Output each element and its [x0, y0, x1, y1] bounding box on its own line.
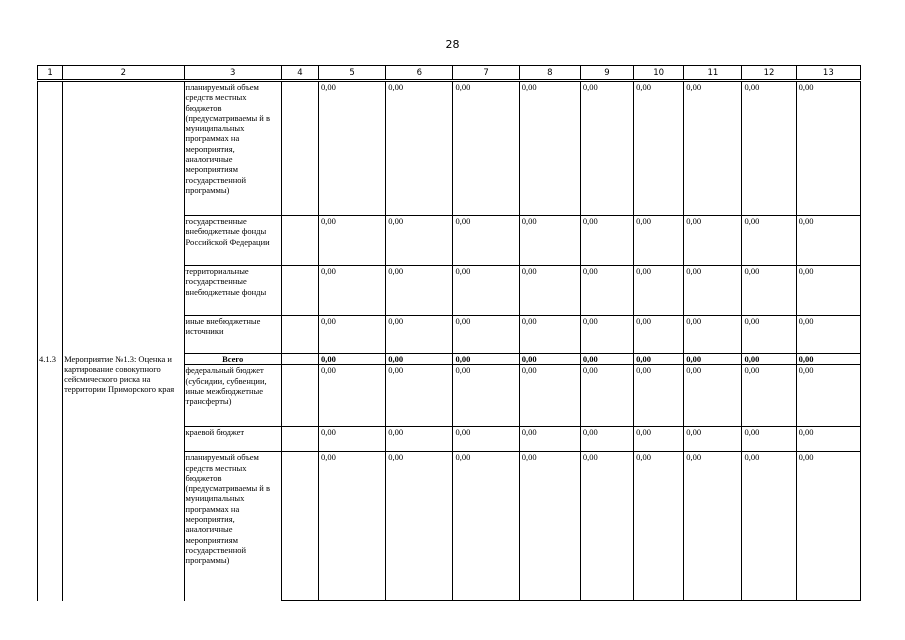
value-cell: 0,00 [634, 354, 684, 365]
value-cell: 0,00 [386, 427, 453, 452]
value-cell: 0,00 [742, 452, 796, 601]
budget-table [37, 65, 861, 601]
value-cell: 0,00 [634, 216, 684, 266]
value-cell: 0,00 [796, 216, 860, 266]
column-header-13: 13 [796, 66, 860, 80]
value-cell: 0,00 [519, 427, 580, 452]
value-cell: 0,00 [580, 365, 633, 427]
funding-source-cell: планируемый объем средств местных бюджетов (предусматриваемы й в муниципальных программах на мероприятия, аналогичные мероприятиям государственной программы) [184, 452, 281, 601]
column-4-cell [281, 427, 318, 452]
value-cell: 0,00 [386, 82, 453, 216]
funding-source-cell: краевой бюджет [184, 427, 281, 452]
table-row [38, 354, 861, 365]
value-cell: 0,00 [519, 365, 580, 427]
value-cell: 0,00 [634, 82, 684, 216]
value-cell: 0,00 [796, 266, 860, 316]
column-header-7: 7 [453, 66, 519, 80]
value-cell: 0,00 [453, 354, 519, 365]
value-cell: 0,00 [634, 427, 684, 452]
column-header-10: 10 [634, 66, 684, 80]
value-cell: 0,00 [318, 365, 385, 427]
funding-source-cell: федеральный бюджет (субсидии, субвенции, иные межбюджетные трансферты) [184, 365, 281, 427]
value-cell: 0,00 [519, 82, 580, 216]
column-4-cell [281, 82, 318, 216]
value-cell: 0,00 [453, 316, 519, 354]
column-header-3: 3 [184, 66, 281, 80]
value-cell: 0,00 [580, 316, 633, 354]
header-row [38, 66, 861, 80]
value-cell: 0,00 [453, 427, 519, 452]
column-header-4: 4 [281, 66, 318, 80]
column-header-11: 11 [684, 66, 742, 80]
value-cell: 0,00 [519, 452, 580, 601]
value-cell: 0,00 [453, 365, 519, 427]
value-cell: 0,00 [318, 266, 385, 316]
value-cell: 0,00 [580, 216, 633, 266]
column-header-6: 6 [386, 66, 453, 80]
value-cell: 0,00 [742, 316, 796, 354]
column-header-8: 8 [519, 66, 580, 80]
value-cell: 0,00 [634, 365, 684, 427]
funding-source-cell: планируемый объем средств местных бюджетов (предусматриваемы й в муниципальных программах на мероприятия, аналогичные мероприятиям государственной программы) [184, 82, 281, 216]
value-cell: 0,00 [742, 266, 796, 316]
value-cell: 0,00 [742, 216, 796, 266]
value-cell: 0,00 [684, 354, 742, 365]
value-cell: 0,00 [684, 216, 742, 266]
value-cell: 0,00 [453, 216, 519, 266]
value-cell: 0,00 [519, 266, 580, 316]
value-cell: 0,00 [580, 427, 633, 452]
funding-source-cell: государственные внебюджетные фонды Российской Федерации [184, 216, 281, 266]
value-cell: 0,00 [318, 216, 385, 266]
value-cell: 0,00 [519, 354, 580, 365]
column-4-cell [281, 452, 318, 601]
funding-source-cell: Всего [184, 354, 281, 365]
column-4-cell [281, 216, 318, 266]
value-cell: 0,00 [386, 216, 453, 266]
column-header-2: 2 [63, 66, 184, 80]
activity-name-cell [63, 82, 184, 354]
row-number-cell [38, 82, 63, 354]
value-cell: 0,00 [684, 266, 742, 316]
value-cell: 0,00 [634, 266, 684, 316]
value-cell: 0,00 [453, 266, 519, 316]
value-cell: 0,00 [684, 316, 742, 354]
value-cell: 0,00 [318, 316, 385, 354]
value-cell: 0,00 [386, 266, 453, 316]
value-cell: 0,00 [796, 316, 860, 354]
value-cell: 0,00 [580, 266, 633, 316]
value-cell: 0,00 [453, 82, 519, 216]
value-cell: 0,00 [453, 452, 519, 601]
row-number-cell: 4.1.3 [38, 354, 63, 601]
activity-name-cell: Мероприятие №1.3: Оценка и картирование совокупного сейсмического риска на территории Приморского края [63, 354, 184, 601]
column-4-cell [281, 354, 318, 365]
value-cell: 0,00 [318, 82, 385, 216]
value-cell: 0,00 [318, 427, 385, 452]
value-cell: 0,00 [684, 365, 742, 427]
value-cell: 0,00 [318, 452, 385, 601]
column-header-5: 5 [318, 66, 385, 80]
column-4-cell [281, 316, 318, 354]
value-cell: 0,00 [742, 427, 796, 452]
value-cell: 0,00 [684, 82, 742, 216]
value-cell: 0,00 [580, 82, 633, 216]
value-cell: 0,00 [386, 365, 453, 427]
column-header-9: 9 [580, 66, 633, 80]
value-cell: 0,00 [684, 427, 742, 452]
funding-source-cell: иные внебюджетные источники [184, 316, 281, 354]
table-row [38, 82, 861, 216]
value-cell: 0,00 [386, 452, 453, 601]
value-cell: 0,00 [796, 365, 860, 427]
column-header-12: 12 [742, 66, 796, 80]
value-cell: 0,00 [742, 354, 796, 365]
value-cell: 0,00 [796, 452, 860, 601]
value-cell: 0,00 [318, 354, 385, 365]
value-cell: 0,00 [580, 354, 633, 365]
value-cell: 0,00 [386, 316, 453, 354]
column-4-cell [281, 266, 318, 316]
value-cell: 0,00 [634, 316, 684, 354]
value-cell: 0,00 [634, 452, 684, 601]
value-cell: 0,00 [796, 82, 860, 216]
value-cell: 0,00 [684, 452, 742, 601]
value-cell: 0,00 [519, 216, 580, 266]
value-cell: 0,00 [796, 354, 860, 365]
value-cell: 0,00 [580, 452, 633, 601]
column-header-1: 1 [38, 66, 63, 80]
column-4-cell [281, 365, 318, 427]
funding-source-cell: территориальные государственные внебюджетные фонды [184, 266, 281, 316]
value-cell: 0,00 [742, 365, 796, 427]
value-cell: 0,00 [742, 82, 796, 216]
value-cell: 0,00 [519, 316, 580, 354]
page-number: 28 [445, 38, 460, 51]
value-cell: 0,00 [796, 427, 860, 452]
value-cell: 0,00 [386, 354, 453, 365]
